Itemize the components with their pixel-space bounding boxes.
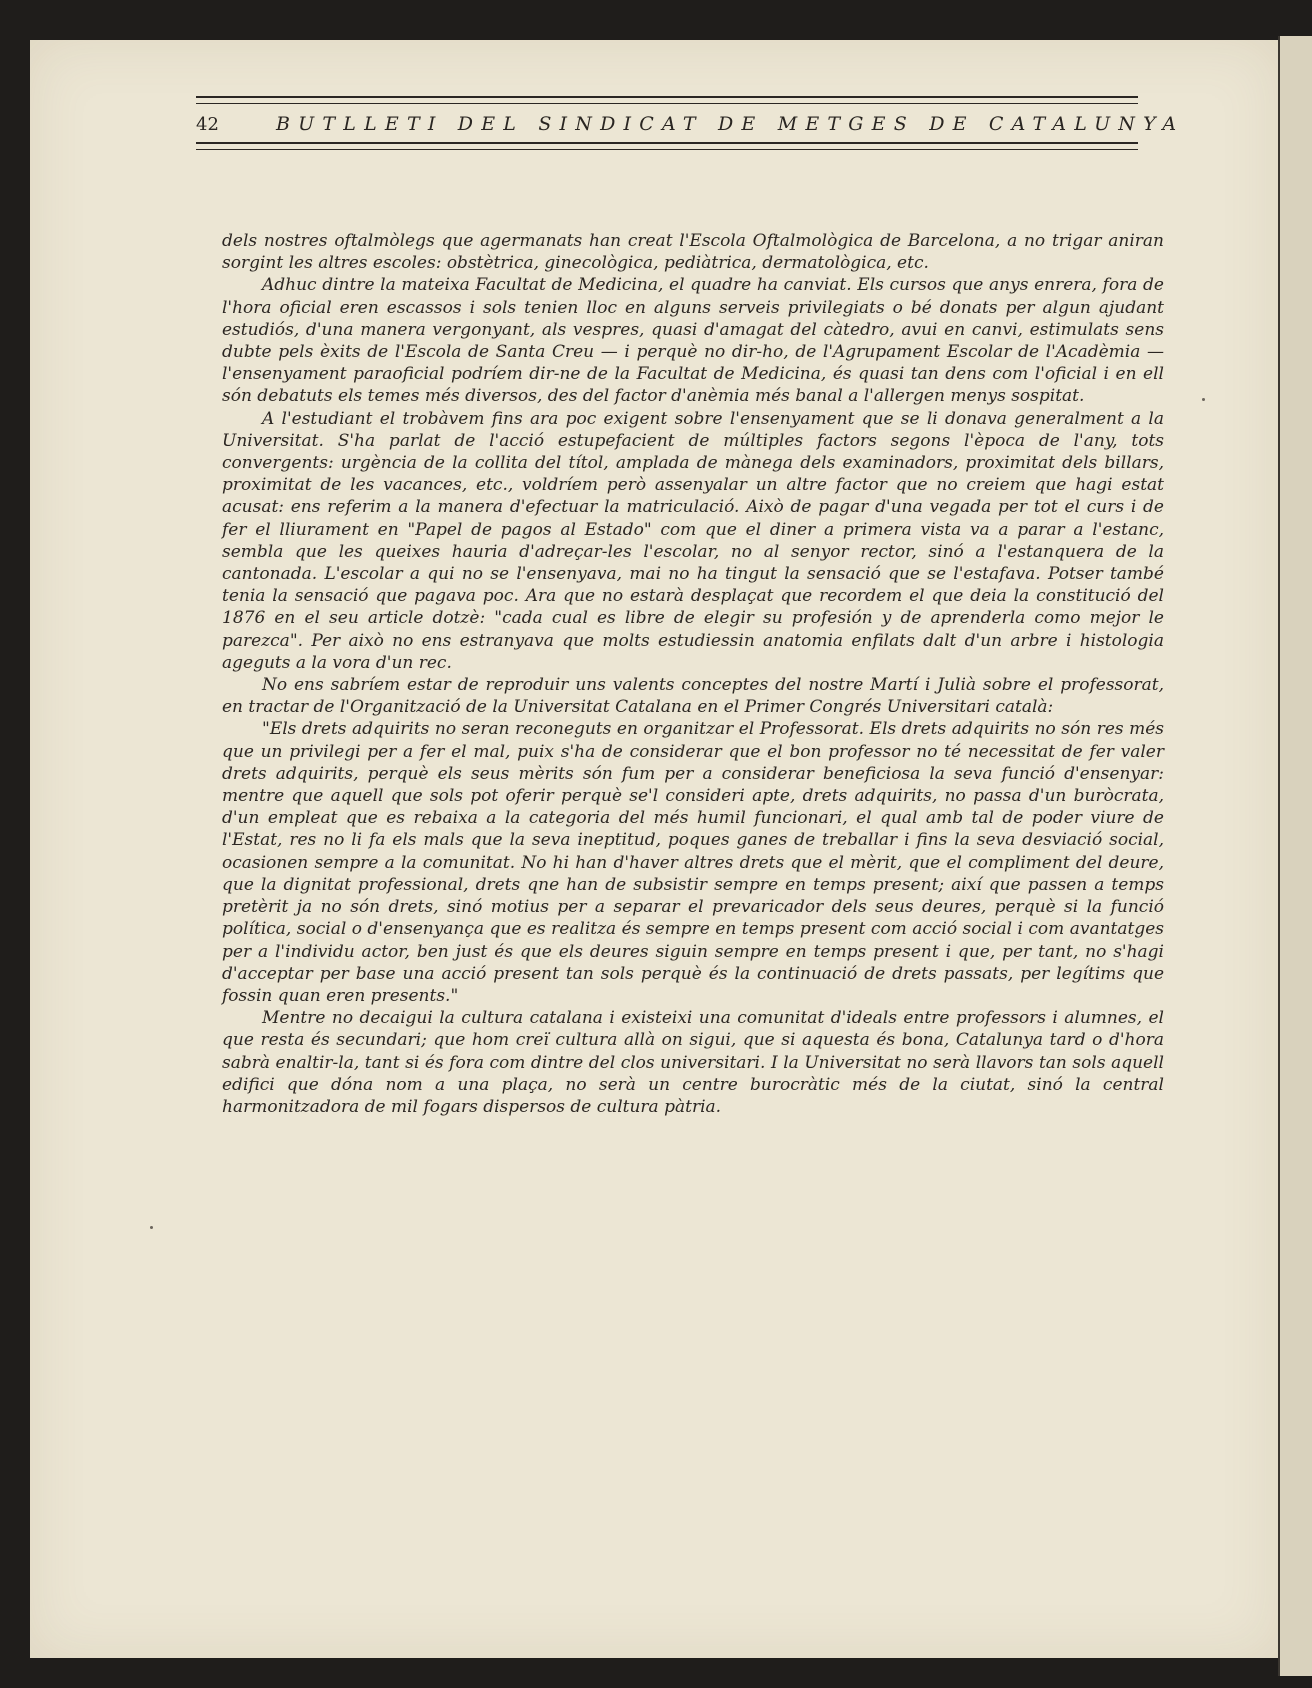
paragraph: Mentre no decaigui la cultura catalana i existeixi una comunitat d'ideals entre professors i alumnes, el que resta és secundari; que hom creï cultura allà on sigui, que si aquesta és bona, Catalunya tard o d'hora sabrà enaltir-la, tant si és fora com dintre del clos universitari. I la Universitat no serà llavors tan sols aquell edifici que dóna nom a una plaça, no serà un centre burocràtic més de la ciutat, sinó la central harmonitzadora de mil fogars dispersos de cultura pàtria. — [222, 1008, 1164, 1117]
article-body — [222, 230, 1164, 1118]
header-top-rule — [196, 96, 1138, 104]
paragraph: No ens sabríem estar de reproduir uns valents conceptes del nostre Martí i Julià sobre el professorat, en tractar de l'Organització de la Universitat Catalana en el Primer Congrés Universitari català: — [222, 675, 1164, 718]
quotation-paragraph: "Els drets adquirits no seran reconeguts en organitzar el Professorat. Els drets adquirits no són res més que un privilegi per a fer el mal, puix s'ha de considerar que el bon professor no té necessitat de fer valer drets adquirits, perquè els seus mèrits són fum per a considerar beneficiosa la seva funció d'ensenyar: mentre que aquell que sols pot oferir perquè se'l consideri apte, drets adquirits, no passa d'un buròcrata, d'un empleat que es rebaixa a la categoria del més humil funcionari, el qual amb tal de poder viure de l'Estat, res no li fa els mals que la seva ineptitud, poques ganes de treballar i fins la seva desviació social, ocasionen sempre a la comunitat. No hi han d'haver altres drets que el mèrit, que el compliment del deure, que la dignitat professional, drets qne han de subsistir sempre en temps present; així que passen a temps pretèrit ja no són drets, sinó motius per a separar el prevaricador dels seus deures, perquè si la funció política, social o d'ensenyança que es realitza és sempre en temps present com acció social i com avantatges per a l'individu actor, ben just és que els deures siguin sempre en temps present i que, per tant, no s'hagi d'acceptar per base una acció present tan sols perquè és la continuació de drets passats, per legítims que fossin quan eren presents." — [222, 719, 1164, 1006]
paragraph: Adhuc dintre la mateixa Facultat de Medicina, el quadre ha canviat. Els cursos que anys enrera, fora de l'hora oficial eren escassos i sols tenien lloc en alguns serveis privilegiats o bé donats per algun ajudant estudiós, d'una manera vergonyant, als vespres, quasi d'amagat del càtedro, avui en canvi, estimulats sens dubte pels èxits de l'Escola de Santa Creu — i perquè no dir-ho, de l'Agrupament Escolar de l'Acadèmia — l'ensenyament paraoficial podríem dir-ne de la Facultat de Medicina, és quasi tan dens com l'oficial i en ell són debatuts els temes més diversos, des del factor d'anèmia més banal a l'allergen menys sospitat. — [222, 275, 1164, 407]
paragraph: dels nostres oftalmòlegs que agermanats han creat l'Escola Oftalmològica de Barcelona, a no trigar aniran sorgint les altres escoles: obstètrica, ginecològica, pediàtrica, dermatològica, etc. — [222, 231, 1164, 274]
header-line — [196, 104, 1185, 142]
running-header — [196, 96, 1185, 150]
journal-title: BUTLLETI DEL SINDICAT DE METGES DE CATALUNYA — [276, 113, 1185, 135]
header-bottom-rule — [196, 142, 1138, 150]
page-number: 42 — [196, 114, 219, 135]
adjacent-page-edge — [1278, 36, 1312, 1676]
paper-speck — [1202, 398, 1205, 401]
paper-speck — [150, 1226, 153, 1229]
paragraph: A l'estudiant el trobàvem fins ara poc exigent sobre l'ensenyament que se li donava generalment a la Universitat. S'ha parlat de l'acció estupefacient de múltiples factors segons l'època de l'any, tots convergents: urgència de la collita del títol, amplada de mànega dels examinadors, proximitat dels billars, proximitat de les vacances, etc., voldríem però assenyalar un altre factor que no creiem que hagi estat acusat: ens referim a la manera d'efectuar la matriculació. Això de pagar d'una vegada per tot el curs i de fer el lliurament en "Papel de pagos al Estado" com que el diner a primera vista va a parar a l'estanc, sembla que les queixes hauria d'adreçar-les l'escolar, no al senyor rector, sinó a l'estanquera de la cantonada. L'escolar a qui no se l'ensenyava, mai no ha tingut la sensació que se l'estafava. Potser també tenia la sensació que pagava poc. Ara que no estarà desplaçat que recordem el que deia la constitució del 1876 en el seu article dotzè: "cada cual es libre de elegir su profesión y de aprenderla como mejor le parezca". Per això no ens estranyava que molts estudiessin anatomia enfilats dalt d'un arbre i histologia ageguts a la vora d'un rec. — [222, 408, 1164, 673]
